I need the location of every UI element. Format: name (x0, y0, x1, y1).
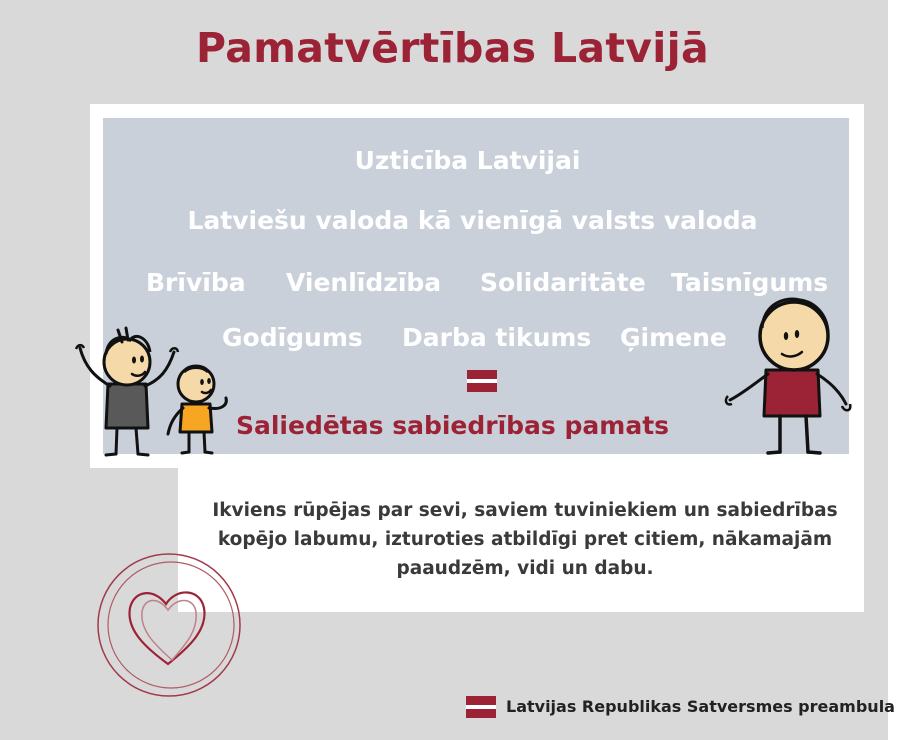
value-solidarity: Solidaritāte (480, 268, 646, 297)
standing-adult-figure (724, 292, 864, 462)
child-figure (164, 360, 244, 460)
value-language: Latviešu valoda kā vienīgā valsts valoda (187, 206, 758, 235)
page-title: Pamatvērtības Latvijā (196, 24, 709, 72)
value-work-ethic: Darba tikums (402, 323, 592, 352)
latvian-flag-icon (466, 696, 496, 718)
value-equality: Vienlīdzība (286, 268, 442, 297)
latvian-flag-icon (467, 370, 497, 392)
foundation-heading: Saliedētas sabiedrības pamats (235, 411, 670, 440)
value-family: Ģimene (620, 323, 727, 352)
value-loyalty: Uzticība Latvijai (354, 146, 581, 175)
heart-emblem (96, 552, 246, 702)
source-label: Latvijas Republikas Satversmes preambula (506, 697, 895, 716)
description-text: Ikviens rūpējas par sevi, saviem tuviniekiem un sabiedrības kopējo labumu, izturoties atbildīgi pret citiem, nākamajām paaudzēm, vidi un dabu. (212, 500, 838, 579)
value-freedom: Brīvība (146, 268, 246, 297)
value-justice: Taisnīgums (671, 268, 829, 297)
value-honesty: Godīgums (222, 323, 363, 352)
